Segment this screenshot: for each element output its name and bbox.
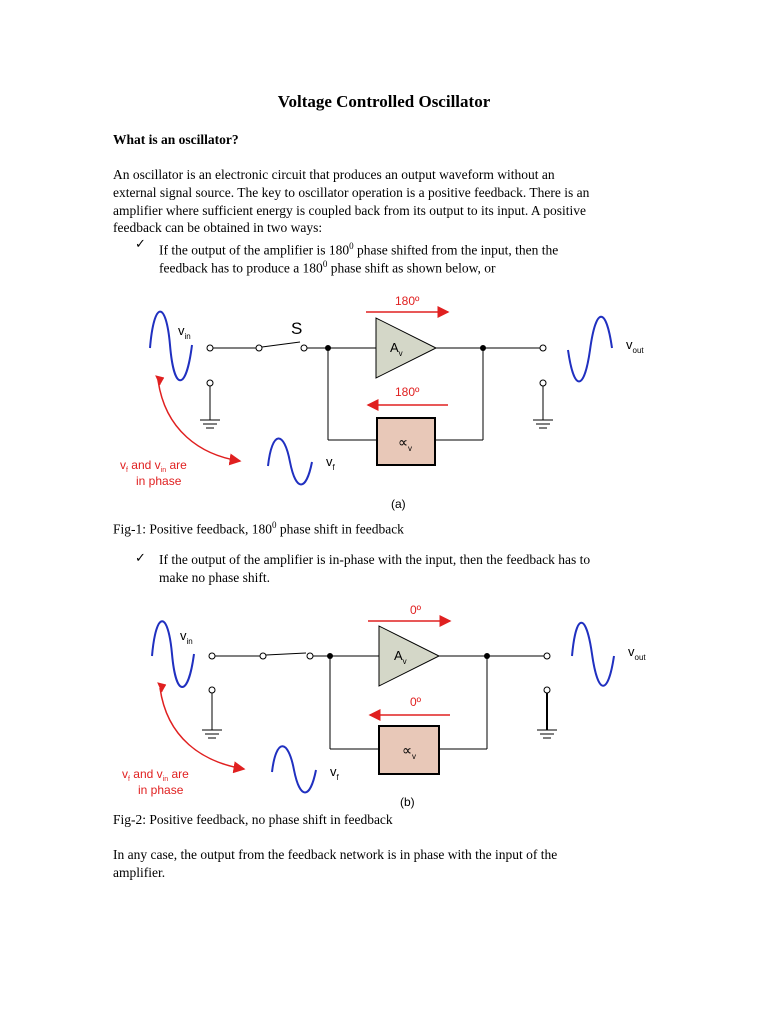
output-wave [572,623,614,686]
bullet1-line-1: If the output of the amplifier is $180^0$ phase shifted from the input, then the [159,241,559,258]
bullet2-line-2: make no phase shift. [159,570,270,585]
forward-phase-label: 0º [410,603,422,617]
amplifier [376,318,436,378]
amp-label: $A_v$ [394,648,407,666]
vin-label: $v_{in}$ [178,323,191,341]
figure-2-diagram [0,595,768,813]
phase-note-line-1: $v_f$ and $v_{in}$ are [120,458,187,474]
phase-note-line-2: in phase [138,783,184,797]
checkmark-icon: ✓ [135,237,146,252]
bullet2-line-1: If the output of the amplifier is in-phase with the input, then the feedback has to [159,552,591,567]
checkmark-icon: ✓ [135,551,146,566]
figure-2-sublabel: (b) [400,795,415,809]
phase-note-line-1: $v_f$ and $v_{in}$ are [122,767,189,783]
vf-label: $v_f$ [326,454,335,472]
input-wave [152,621,194,687]
figure-2-caption: Fig-2: Positive feedback, no phase shift in feedback [113,812,393,827]
forward-phase-label: 180º [395,294,420,308]
conclusion-line-2: amplifier. [113,865,166,880]
page-title: Voltage Controlled Oscillator [277,92,491,111]
input-wave [150,312,192,381]
switch-label: S [291,319,303,338]
feedback-wave [268,438,312,484]
amp-label: $A_v$ [390,340,403,358]
beta-label: $\propto_v$ [402,742,417,761]
feedback-wave [272,746,316,792]
intro-line-3: amplifier where sufficient energy is coupled back from its output to its input. A positive [113,203,587,218]
intro-line-1: An oscillator is an electronic circuit that produces an output waveform without an [113,167,555,182]
bullet1-line-2: feedback has to produce a $180^0$ phase shift as shown below, or [159,259,496,276]
beta-label: $\propto_v$ [398,434,413,453]
section-heading: What is an oscillator? [113,132,239,147]
vf-label: $v_f$ [330,764,339,782]
intro-line-2: external signal source. The key to oscillator operation is a positive feedback. There is an [113,185,590,200]
figure-1-diagram [0,285,768,515]
feedback-phase-label: 180º [395,385,420,399]
intro-line-4: feedback can be obtained in two ways: [113,220,323,235]
phase-note-line-2: in phase [136,474,182,488]
vout-label: $v_{out}$ [626,337,644,355]
vin-label: $v_{in}$ [180,628,193,646]
output-wave [568,317,612,382]
vout-label: $v_{out}$ [628,644,646,662]
amplifier [379,626,439,686]
figure-1-caption: Fig-1: Positive feedback, $180^0$ phase shift in feedback [113,520,404,537]
figure-1-sublabel: (a) [391,497,406,511]
feedback-phase-label: 0º [410,695,422,709]
conclusion-line-1: In any case, the output from the feedback network is in phase with the input of the [113,847,558,862]
